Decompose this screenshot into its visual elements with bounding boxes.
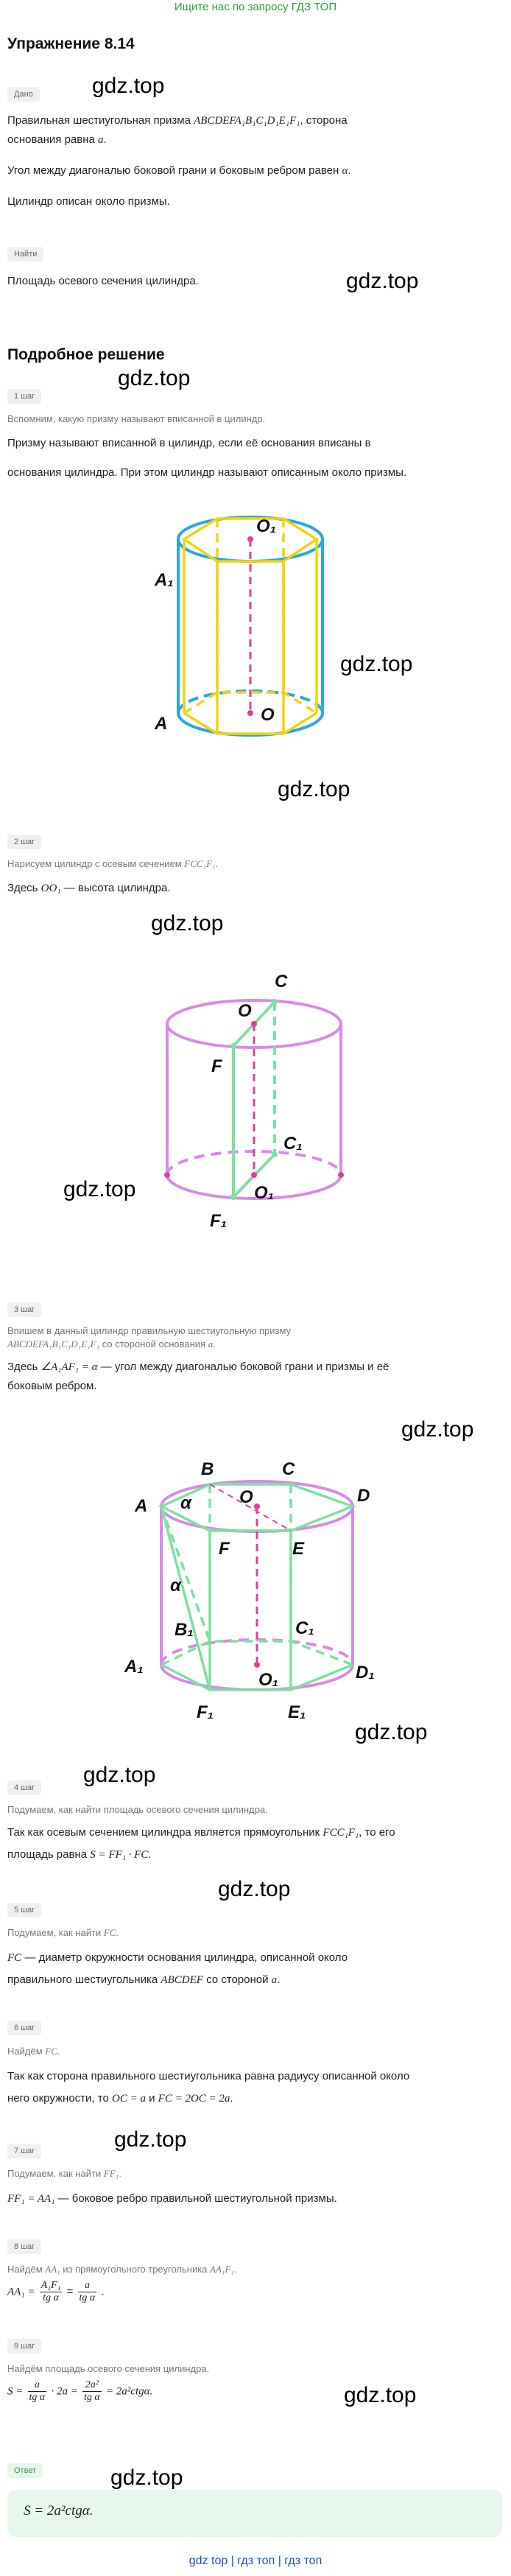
step-2-note: Нарисуем цилиндр с осевым сечением FCC₁F₁. — [7, 858, 219, 869]
watermark: gdz.top — [110, 2466, 183, 2490]
label-C1: C₁ — [283, 1134, 303, 1154]
step-9-note: Найдём площадь осевого сечения цилиндра. — [7, 2363, 210, 2374]
given-line-4: Цилиндр описан около призмы. — [7, 195, 170, 208]
step-6-badge: 6 шаг — [7, 2021, 41, 2035]
label-F: F — [219, 1539, 230, 1559]
watermark: gdz.top — [355, 1720, 428, 1744]
label-O1: O₁ — [258, 1670, 279, 1690]
label-E1: E₁ — [288, 1702, 306, 1722]
label-O: O — [261, 705, 275, 725]
label-alpha-side: α — [170, 1576, 181, 1596]
step-5-badge: 5 шаг — [7, 1903, 41, 1917]
answer-text: S = 2a²ctgα. — [24, 2503, 94, 2519]
watermark: gdz.top — [83, 1763, 156, 1787]
find-text: Площадь осевого сечения цилиндра. — [7, 275, 199, 287]
step-3-text-2: боковым ребром. — [7, 1380, 97, 1392]
step-7-text: FF₁ = AA₁ — боковое ребро правильной шестиугольной призмы. — [7, 2192, 337, 2205]
label-A1: A₁ — [155, 570, 174, 590]
step-3-note-1: Впишем в данный цилиндр правильную шестиугольную призму — [7, 1325, 292, 1336]
figure-inscribed-prism — [155, 508, 339, 759]
step-8-badge: 8 шаг — [7, 2239, 41, 2254]
step-7-badge: 7 шаг — [7, 2144, 41, 2158]
figure-prism-in-cylinder — [124, 1444, 387, 1768]
watermark: gdz.top — [346, 269, 419, 293]
watermark: gdz.top — [114, 2127, 187, 2152]
figure-axial-section — [151, 961, 357, 1241]
label-O: O — [238, 1001, 252, 1021]
solution-title: Подробное решение — [7, 346, 165, 363]
step-6-text-2: него окружности, то OC = a и FC = 2OC = 2a. — [7, 2092, 233, 2105]
label-E: E — [292, 1539, 305, 1559]
step-9-formula: S = $\frac{a}{\text{tg α}}$ · 2a = $\frac{\text{2a²}}{\text{tg α}}$ = 2a²ctgα. — [7, 2379, 153, 2403]
step-4-text-2: площадь равна S = FF₁ · FC. — [7, 1848, 152, 1861]
step-2-text: Здесь OO₁ — высота цилиндра. — [7, 882, 171, 894]
label-F1: F₁ — [210, 1211, 228, 1231]
step-4-text-1: Так как осевым сечением цилиндра является прямоугольник FCC₁F₁, то его — [7, 1826, 395, 1839]
watermark: gdz.top — [218, 1877, 291, 1901]
step-1-note: Вспомним, какую призму называют вписанной в цилиндр. — [7, 413, 266, 424]
search-hint-banner[interactable]: Ищите нас по запросу ГДЗ ТОП — [174, 1, 337, 13]
label-D: D — [357, 1486, 370, 1506]
watermark: gdz.top — [340, 652, 413, 676]
watermark: gdz.top — [151, 911, 224, 936]
step-5-note: Подумаем, как найти FC. — [7, 1927, 119, 1938]
label-O1: O₁ — [254, 1183, 275, 1203]
step-8-formula: AA₁ = $\frac{\text{A₁F₁}}{\text{tg α}}$ = $\frac{a}{\text{tg α}}$ . — [7, 2280, 105, 2303]
label-C: C — [282, 1459, 295, 1479]
answer-box — [7, 2490, 502, 2537]
given-line-3: Угол между диагональю боковой грани и боковым ребром равен α. — [7, 164, 351, 177]
step-1-badge: 1 шаг — [7, 389, 41, 404]
label-D1: D₁ — [356, 1663, 375, 1682]
watermark: gdz.top — [63, 1177, 136, 1201]
label-F: F — [211, 1056, 222, 1076]
watermark: gdz.top — [401, 1417, 474, 1442]
label-O1: O₁ — [256, 516, 277, 536]
step-3-badge: 3 шаг — [7, 1302, 41, 1317]
label-B: B — [201, 1459, 214, 1479]
label-A: A — [135, 1496, 148, 1516]
step-3-note-2: ABCDEFA₁B₁C₁D₁E₁F₁ со стороной основания a. — [7, 1338, 216, 1350]
step-5-text-2: правильного шестиугольника ABCDEF со стороной a. — [7, 1973, 281, 1986]
step-2-badge: 2 шаг — [7, 835, 41, 849]
label-A1: A₁ — [124, 1657, 144, 1677]
page-title: Упражнение 8.14 — [7, 35, 135, 52]
step-3-text-1: Здесь ∠A₁AF₁ = α — угол между диагональю боковой грани и призмы и её — [7, 1361, 390, 1373]
step-6-note: Найдём FC. — [7, 2046, 60, 2057]
step-9-badge: 9 шаг — [7, 2339, 41, 2354]
label-C: C — [275, 972, 288, 992]
footer-links[interactable]: gdz top | гдз топ | гдз топ — [188, 2555, 323, 2567]
watermark: gdz.top — [278, 777, 350, 801]
label-F1: F₁ — [197, 1702, 214, 1722]
step-6-text-1: Так как сторона правильного шестиугольника равна радиусу описанной около — [7, 2070, 410, 2082]
label-B1: B₁ — [175, 1620, 194, 1640]
watermark: gdz.top — [344, 2383, 417, 2407]
given-line-1: Правильная шестиугольная призма ABCDEFA₁B₁C₁D₁E₁F₁, сторона — [7, 114, 348, 127]
label-A: A — [155, 714, 168, 734]
step-1-text-1: Призму называют вписанной в цилиндр, если её основания вписаны в — [7, 437, 371, 449]
watermark: gdz.top — [92, 74, 165, 98]
find-badge: Найти — [7, 247, 43, 262]
step-7-note: Подумаем, как найти FF₁. — [7, 2168, 121, 2179]
label-alpha-top: α — [180, 1493, 191, 1513]
step-5-text-1: FC — диаметр окружности основания цилиндра, описанной около — [7, 1951, 348, 1964]
step-1-text-2: основания цилиндра. При этом цилиндр называют описанным около призмы. — [7, 466, 407, 479]
step-8-note: Найдём AA₁ из прямоугольного треугольника AA₁F₁. — [7, 2264, 237, 2275]
step-4-note: Подумаем, как найти площадь осевого сечения цилиндра. — [7, 1804, 268, 1815]
given-line-2: основания равна a. — [7, 133, 107, 146]
label-O: O — [239, 1487, 253, 1507]
step-4-badge: 4 шаг — [7, 1780, 41, 1795]
given-badge: Дано — [7, 87, 40, 102]
label-C1: C₁ — [295, 1618, 314, 1638]
answer-badge: Ответ — [7, 2463, 43, 2478]
watermark: gdz.top — [118, 366, 191, 390]
